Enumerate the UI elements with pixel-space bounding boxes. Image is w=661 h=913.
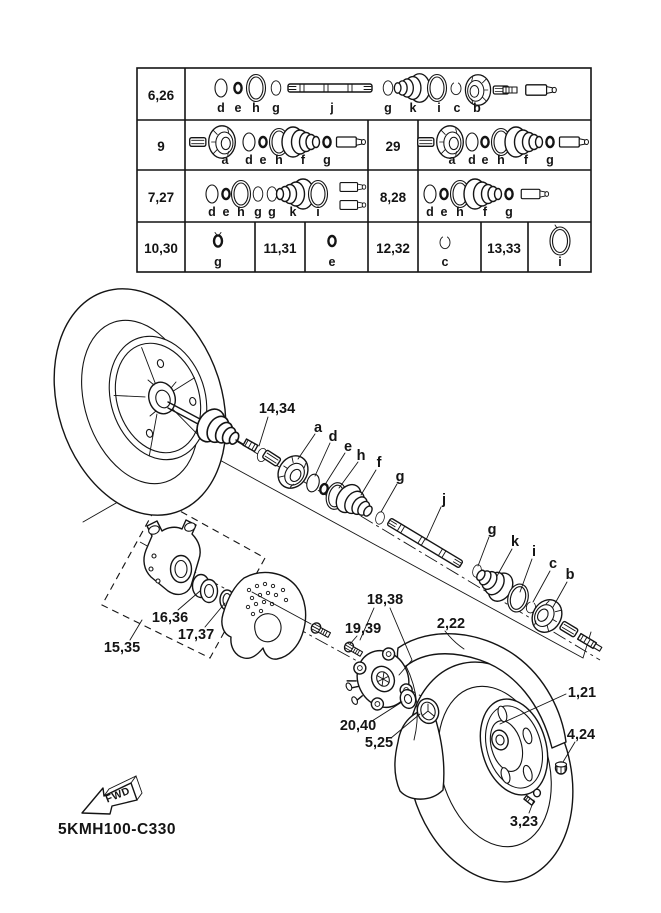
part-letter: h	[456, 205, 464, 219]
parts-table	[137, 68, 591, 272]
part-letter: g	[254, 205, 262, 219]
part-letter: g	[505, 205, 513, 219]
axle-shaft-j	[387, 518, 463, 568]
part-letter: d	[426, 205, 434, 219]
callout-16-36: 16,36	[151, 610, 189, 626]
callout-1-21: 1,21	[567, 685, 597, 701]
callout-letter-h: h	[356, 448, 366, 464]
part-letter: g	[384, 101, 392, 115]
callout-letter-g1: g	[395, 469, 405, 485]
drawing-part-code: 5KMH100-C330	[58, 821, 176, 838]
table-ref-9: 9	[157, 139, 165, 154]
exploded-view	[26, 266, 602, 901]
part-letter: d	[245, 153, 253, 167]
table-row1-parts	[215, 74, 556, 115]
hub-bolt	[343, 641, 364, 659]
part-letter: d	[208, 205, 216, 219]
callout-letter-b: b	[565, 567, 575, 583]
callout-letter-f: f	[376, 455, 382, 471]
part-letter: d	[468, 153, 476, 167]
part-letter: j	[330, 101, 334, 115]
callout-letter-e: e	[343, 439, 353, 455]
part-letter: g	[323, 153, 331, 167]
part-letter: g	[214, 255, 222, 269]
steering-knuckle	[144, 520, 200, 594]
table-ref-10-30: 10,30	[144, 241, 178, 256]
callout-20-40: 20,40	[339, 718, 377, 734]
lug-nut	[556, 762, 567, 774]
part-letter: f	[300, 153, 306, 167]
part-letter: h	[237, 205, 245, 219]
callout-5-25: 5,25	[364, 735, 394, 751]
table-row2a-parts	[190, 126, 366, 167]
part-letter: e	[328, 255, 336, 269]
callout-letter-j: j	[441, 492, 447, 508]
guard-bolt	[309, 621, 331, 639]
part-letter: c	[441, 255, 449, 269]
fwd-arrow-label: FWD	[103, 784, 132, 806]
callout-15-35: 15,35	[103, 640, 141, 656]
table-row3a-parts	[206, 179, 366, 219]
wheel-bearing	[193, 575, 218, 603]
fwd-arrow	[82, 776, 142, 814]
drive-shaft-parts	[255, 439, 602, 652]
wheel-hub-cluster	[337, 634, 598, 902]
part-letter: e	[481, 153, 489, 167]
table-ref-13-33: 13,33	[487, 241, 521, 256]
part-letter: i	[316, 205, 320, 219]
part-letter: e	[259, 153, 267, 167]
callout-letter-d: d	[328, 429, 338, 445]
part-letter: i	[437, 101, 441, 115]
table-row2b-parts	[418, 126, 589, 167]
part-letter: f	[523, 153, 529, 167]
callout-4-24: 4,24	[566, 727, 596, 743]
part-letter: h	[252, 101, 260, 115]
table-ref-8-28: 8,28	[379, 190, 407, 205]
callout-17-37: 17,37	[177, 627, 215, 643]
callout-18-38: 18,38	[366, 592, 404, 608]
table-ref-29: 29	[385, 139, 401, 154]
callout-2-22: 2,22	[436, 616, 466, 632]
part-letter: g	[268, 205, 276, 219]
part-letter: b	[473, 101, 481, 115]
callout-letter-c: c	[548, 556, 558, 572]
part-letter: k	[289, 205, 297, 219]
part-letter: g	[546, 153, 554, 167]
callout-letter-a: a	[313, 420, 323, 436]
part-letter: i	[558, 255, 562, 269]
part-letter: f	[482, 205, 488, 219]
callout-3-23: 3,23	[509, 814, 539, 830]
callout-14-34: 14,34	[258, 401, 296, 417]
part-letter: h	[497, 153, 505, 167]
part-letter: a	[221, 153, 229, 167]
inner-joint-a	[255, 439, 314, 494]
part-letter: c	[453, 101, 461, 115]
callout-letter-i: i	[531, 544, 537, 560]
disc-guard	[222, 572, 332, 659]
callout-19-39: 19,39	[344, 621, 382, 637]
part-letter: e	[440, 205, 448, 219]
table-ref-11-31: 11,31	[263, 241, 297, 256]
table-row3b-parts	[424, 179, 549, 219]
part-letter: a	[448, 153, 456, 167]
part-letter: e	[222, 205, 230, 219]
table-ref-6-26: 6,26	[147, 88, 175, 103]
front-wheel	[26, 266, 258, 537]
table-ref-7-27: 7,27	[147, 190, 175, 205]
callout-letter-g2: g	[487, 522, 497, 538]
part-letter: h	[275, 153, 283, 167]
part-letter: d	[217, 101, 225, 115]
part-letter: k	[409, 101, 417, 115]
callout-letter-k: k	[510, 534, 520, 550]
table-ref-12-32: 12,32	[376, 241, 410, 256]
part-letter: g	[272, 101, 280, 115]
part-letter: e	[234, 101, 242, 115]
